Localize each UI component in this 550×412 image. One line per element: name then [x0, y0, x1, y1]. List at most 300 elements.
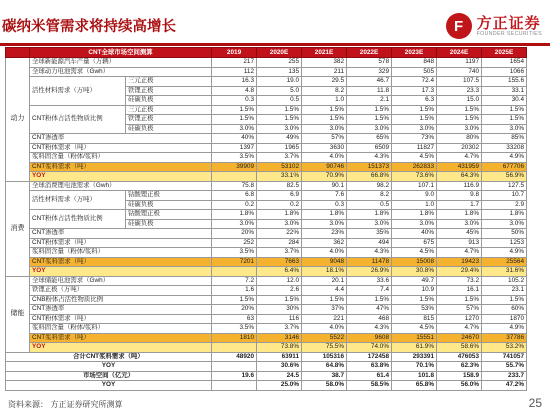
table-cell: 37786	[482, 333, 527, 343]
row-label: YOY	[30, 172, 212, 182]
table-row	[6, 143, 527, 153]
table-cell: 55.7%	[482, 362, 527, 372]
table-row	[6, 333, 527, 343]
table-cell: 1.7	[437, 200, 482, 210]
table-cell: 1.5%	[257, 105, 302, 115]
table-cell: 64.8%	[302, 362, 347, 372]
table-cell: 2.9	[482, 200, 527, 210]
table-cell: 105316	[302, 352, 347, 362]
table-cell: 23.1	[482, 286, 527, 296]
table-cell: 155.6	[482, 77, 527, 87]
row-sublabel: 硅碳负极	[126, 200, 212, 210]
title-divider	[0, 43, 550, 46]
table-cell: 4.7%	[437, 324, 482, 334]
header-blank	[6, 48, 30, 58]
table-cell: 33.1%	[257, 172, 302, 182]
table-cell: 15.0	[437, 96, 482, 106]
table-cell: 1.8%	[437, 210, 482, 220]
table-row	[6, 314, 527, 324]
table-cell: 1270	[437, 314, 482, 324]
table-cell: 101.8	[392, 371, 437, 381]
table-row	[6, 153, 527, 163]
table-cell: 63.8%	[347, 362, 392, 372]
table-cell: 53%	[392, 305, 437, 315]
table-cell: 4.9%	[482, 248, 527, 258]
table-cell: 64.3%	[437, 172, 482, 182]
table-cell: 3.0%	[212, 219, 257, 229]
table-cell: 3.0%	[392, 219, 437, 229]
row-label: 铁锂正极（万吨）	[30, 286, 212, 296]
table-cell: 0.3	[212, 96, 257, 106]
table-cell: 90746	[302, 162, 347, 172]
table-cell: 4.0%	[302, 248, 347, 258]
table-cell: 105.2	[482, 276, 527, 286]
row-label: YOY	[30, 343, 212, 353]
table-cell: 1.5%	[482, 105, 527, 115]
table-cell: 8.2	[347, 191, 392, 201]
row-sublabel: 三元正极	[126, 105, 212, 115]
table-cell: 70.1%	[392, 362, 437, 372]
table-cell: 505	[392, 67, 437, 77]
row-label: CNT粉体需求（吨）	[30, 314, 212, 324]
section-label: 储能	[6, 276, 30, 352]
table-cell: 476053	[437, 352, 482, 362]
table-cell: 9048	[302, 257, 347, 267]
table-cell: 151373	[347, 162, 392, 172]
table-cell: 4.5%	[392, 153, 437, 163]
table-cell: 90.1	[302, 181, 347, 191]
total-row	[6, 352, 527, 362]
table-cell: 61.9%	[392, 343, 437, 353]
table-cell: 4.0%	[302, 153, 347, 163]
table-cell: 4.8	[212, 86, 257, 96]
table-cell: 1253	[482, 238, 527, 248]
table-cell: 158.9	[437, 371, 482, 381]
table-cell: 1.8%	[347, 210, 392, 220]
table-cell: 112	[212, 67, 257, 77]
table-cell: 233.7	[482, 371, 527, 381]
table-cell: 252	[212, 238, 257, 248]
table-cell: 740	[437, 67, 482, 77]
table-cell: 3.0%	[437, 219, 482, 229]
table-cell: 1965	[257, 143, 302, 153]
table-cell: 5.0	[257, 86, 302, 96]
table-cell: 3.0%	[302, 219, 347, 229]
table-cell: 2.6	[257, 286, 302, 296]
table-cell: 1066	[482, 67, 527, 77]
row-label: CNT粉体占活性物质比例	[30, 105, 126, 134]
table-cell: 1.8%	[392, 210, 437, 220]
table-cell: 30%	[257, 305, 302, 315]
table-row	[6, 238, 527, 248]
table-cell: 80%	[437, 134, 482, 144]
table-cell: 3.0%	[257, 124, 302, 134]
table-cell: 677706	[482, 162, 527, 172]
row-sublabel: 铁锂正极	[126, 86, 212, 96]
row-label: 浆料固含量（粉体/浆料）	[30, 324, 212, 334]
table-cell: 1.8%	[257, 210, 302, 220]
table-cell: 0.5	[257, 96, 302, 106]
row-label: 全球新能源汽车产量（万辆）	[30, 58, 212, 68]
row-label: 浆料固含量（粉体/浆料）	[30, 248, 212, 258]
table-row	[6, 267, 527, 277]
table-cell: 15008	[392, 257, 437, 267]
table-cell: 20.1	[302, 276, 347, 286]
table-cell	[212, 381, 257, 391]
total-label: 合计CNT浆料需求（吨）	[6, 352, 212, 362]
table-cell: 135	[257, 67, 302, 77]
table-cell: 1.5%	[257, 295, 302, 305]
table-cell: 6.8	[212, 191, 257, 201]
table-cell: 3.0%	[212, 124, 257, 134]
table-cell: 37%	[302, 305, 347, 315]
table-cell: 73%	[392, 134, 437, 144]
table-cell: 19423	[437, 257, 482, 267]
table-cell: 107.5	[437, 77, 482, 87]
table-cell: 3.5%	[212, 324, 257, 334]
table-row	[6, 172, 527, 182]
table-header-row	[6, 48, 527, 58]
table-cell: 85%	[482, 134, 527, 144]
table-cell: 7201	[212, 257, 257, 267]
table-row	[6, 276, 527, 286]
table-cell	[212, 172, 257, 182]
table-cell: 56.0%	[437, 381, 482, 391]
table-cell: 39909	[212, 162, 257, 172]
table-cell: 53102	[257, 162, 302, 172]
table-cell: 3.0%	[302, 124, 347, 134]
table-cell: 33.6	[347, 276, 392, 286]
table-cell	[212, 362, 257, 372]
table-cell: 3.0%	[482, 219, 527, 229]
table-row	[6, 295, 527, 305]
row-label: CNT粉体需求（吨）	[30, 238, 212, 248]
table-cell: 29.4%	[437, 267, 482, 277]
table-cell: 7663	[257, 257, 302, 267]
table-cell: 65%	[347, 134, 392, 144]
table-cell: 1.0	[302, 96, 347, 106]
table-cell: 47%	[347, 305, 392, 315]
table-cell: 1.5%	[347, 105, 392, 115]
table-cell: 1.5%	[392, 105, 437, 115]
page-title: 碳纳米管需求将持续高增长	[2, 19, 176, 35]
table-cell: 33208	[482, 143, 527, 153]
table-cell: 329	[347, 67, 392, 77]
table-cell: 25.0%	[257, 381, 302, 391]
table-cell: 1.5%	[437, 115, 482, 125]
table-cell: 9608	[347, 333, 392, 343]
table-cell: 1810	[212, 333, 257, 343]
row-label: CNT粉体需求（吨）	[30, 143, 212, 153]
cnt-market-table	[5, 47, 527, 391]
table-cell: 675	[392, 238, 437, 248]
table-row	[6, 134, 527, 144]
table-cell: 40%	[212, 134, 257, 144]
table-cell: 30.8%	[392, 267, 437, 277]
table-cell: 815	[392, 314, 437, 324]
table-cell: 362	[302, 238, 347, 248]
table-row	[6, 305, 527, 315]
table-cell: 217	[212, 58, 257, 68]
table-cell: 1.5%	[437, 105, 482, 115]
table-cell: 20%	[212, 305, 257, 315]
table-cell: 8.2	[302, 86, 347, 96]
table-cell: 1870	[482, 314, 527, 324]
row-label: 全球消费锂电池需求（Gwh）	[30, 181, 212, 191]
header-year: 2022E	[347, 48, 392, 58]
table-cell: 1654	[482, 58, 527, 68]
table-cell: 4.5%	[392, 248, 437, 258]
table-cell: 7.6	[302, 191, 347, 201]
table-cell: 0.2	[212, 200, 257, 210]
section-label: 动力	[6, 58, 30, 182]
table-cell: 60%	[482, 305, 527, 315]
table-row	[6, 181, 527, 191]
table-row	[6, 67, 527, 77]
header-year: 2020E	[257, 48, 302, 58]
table-row	[6, 162, 527, 172]
table-cell: 46.7	[347, 77, 392, 87]
table-cell: 58.5%	[347, 381, 392, 391]
table-cell: 20302	[437, 143, 482, 153]
table-cell: 58.0%	[302, 381, 347, 391]
header-year: 2025E	[482, 48, 527, 58]
table-cell: 3630	[302, 143, 347, 153]
table-cell: 172458	[347, 352, 392, 362]
table-cell: 3.5%	[212, 248, 257, 258]
table-cell: 1197	[437, 58, 482, 68]
table-cell: 1.5%	[212, 115, 257, 125]
table-cell: 29.5	[302, 77, 347, 87]
table-cell: 1.5%	[392, 115, 437, 125]
table-row	[6, 210, 527, 220]
table-cell: 40%	[392, 229, 437, 239]
table-cell: 3.0%	[347, 124, 392, 134]
table-cell: 255	[257, 58, 302, 68]
table-cell: 4.4	[302, 286, 347, 296]
table-cell: 3.7%	[257, 324, 302, 334]
row-label: 全球动力电池需求（Gwh）	[30, 67, 212, 77]
brand-logo	[446, 6, 542, 46]
table-cell: 1.8%	[482, 210, 527, 220]
table-cell: 221	[302, 314, 347, 324]
table-cell: 11.8	[347, 86, 392, 96]
table-cell: 382	[302, 58, 347, 68]
table-cell: 70.9%	[302, 172, 347, 182]
table-cell: 0.2	[257, 200, 302, 210]
logo-name-en: FOUNDER SECURITIES	[476, 30, 542, 37]
table-cell: 26.9%	[347, 267, 392, 277]
table-cell: 6.9	[257, 191, 302, 201]
row-label: CNB粉体占活性物质比例	[30, 295, 212, 305]
row-sublabel: 三元正极	[126, 77, 212, 87]
table-cell: 16.1	[437, 286, 482, 296]
table-cell: 3.7%	[257, 153, 302, 163]
table-cell	[212, 267, 257, 277]
table-cell: 1.8%	[302, 210, 347, 220]
table-cell: 23.3	[437, 86, 482, 96]
table-row	[6, 324, 527, 334]
table-cell: 74.0%	[347, 343, 392, 353]
table-row	[6, 229, 527, 239]
table-cell: 6.4%	[257, 267, 302, 277]
table-cell: 741057	[482, 352, 527, 362]
table-cell: 63911	[257, 352, 302, 362]
table-cell: 73.6%	[392, 172, 437, 182]
table-cell: 47.2%	[482, 381, 527, 391]
table-cell: 4.3%	[347, 248, 392, 258]
table-cell: 1397	[212, 143, 257, 153]
table-cell: 15551	[392, 333, 437, 343]
table-cell: 3.0%	[392, 124, 437, 134]
table-cell: 3.5%	[212, 153, 257, 163]
table-cell: 3.0%	[437, 124, 482, 134]
table-row	[6, 286, 527, 296]
table-cell: 4.7%	[437, 248, 482, 258]
table-cell: 30.4	[482, 96, 527, 106]
table-cell: 7.4	[347, 286, 392, 296]
table-cell: 82.5	[257, 181, 302, 191]
table-cell: 19.6	[212, 371, 257, 381]
total-row	[6, 371, 527, 381]
table-cell: 25564	[482, 257, 527, 267]
table-cell: 1.5%	[212, 295, 257, 305]
table-cell: 4.0%	[302, 324, 347, 334]
table-cell: 56.9%	[482, 172, 527, 182]
table-row	[6, 191, 527, 201]
header-label: CNT全球市场空间测算	[30, 48, 212, 58]
table-cell: 6.3	[392, 96, 437, 106]
table-cell: 66.8%	[347, 172, 392, 182]
table-cell: 75.5%	[302, 343, 347, 353]
table-row	[6, 343, 527, 353]
total-label: YOY	[6, 381, 212, 391]
row-sublabel: 钴酸锂正极	[126, 191, 212, 201]
table-cell: 22%	[257, 229, 302, 239]
table-cell: 73.2	[437, 276, 482, 286]
table-row	[6, 105, 527, 115]
table-cell: 3.0%	[482, 124, 527, 134]
table-cell: 24.5	[257, 371, 302, 381]
table-cell: 3.0%	[347, 219, 392, 229]
row-sublabel: 硅碳负极	[126, 124, 212, 134]
table-cell: 1.5%	[482, 295, 527, 305]
table-cell: 18.1%	[302, 267, 347, 277]
table-cell: 16.3	[212, 77, 257, 87]
table-cell: 211	[302, 67, 347, 77]
table-cell: 1.5%	[302, 115, 347, 125]
row-label: CNT浆料需求（吨）	[30, 333, 212, 343]
table-cell: 4.7%	[437, 153, 482, 163]
table-cell: 284	[257, 238, 302, 248]
total-row	[6, 381, 527, 391]
table-cell: 1.5%	[257, 115, 302, 125]
table-cell: 3.0%	[257, 219, 302, 229]
table-row	[6, 58, 527, 68]
logo-name-cn: 方正证券	[476, 13, 541, 32]
table-cell: 38.7	[302, 371, 347, 381]
table-cell: 107.1	[392, 181, 437, 191]
table-cell: 53.2%	[482, 343, 527, 353]
total-row	[6, 362, 527, 372]
table-cell: 494	[347, 238, 392, 248]
table-cell: 49.7	[392, 276, 437, 286]
table-cell: 431959	[437, 162, 482, 172]
source-note: 资料来源： 方正证券研究所测算	[8, 400, 123, 409]
header-year: 2024E	[437, 48, 482, 58]
table-cell: 11478	[347, 257, 392, 267]
table-cell: 1.5%	[482, 115, 527, 125]
table-cell: 7.2	[212, 276, 257, 286]
table-cell: 1.5%	[302, 105, 347, 115]
row-label: YOY	[30, 267, 212, 277]
table-cell: 35%	[347, 229, 392, 239]
table-cell: 293391	[392, 352, 437, 362]
table-row	[6, 257, 527, 267]
table-cell: 98.2	[347, 181, 392, 191]
table-cell: 61.4	[347, 371, 392, 381]
logo-mark-icon: F	[446, 13, 472, 39]
header-year: 2019	[212, 48, 257, 58]
table-row	[6, 248, 527, 258]
table-cell: 578	[347, 58, 392, 68]
table-cell: 1.5%	[347, 115, 392, 125]
table-cell: 17.3	[392, 86, 437, 96]
row-sublabel: 铁锂正极	[126, 115, 212, 125]
table-cell: 48920	[212, 352, 257, 362]
table-cell: 468	[347, 314, 392, 324]
table-cell: 31.6%	[482, 267, 527, 277]
table-cell: 75.8	[212, 181, 257, 191]
table-cell: 4.9%	[482, 324, 527, 334]
section-label: 消费	[6, 181, 30, 276]
table-cell: 1.5%	[302, 295, 347, 305]
table-cell: 0.5	[347, 200, 392, 210]
table-cell: 913	[437, 238, 482, 248]
table-cell: 50%	[482, 229, 527, 239]
table-cell: 4.3%	[347, 153, 392, 163]
table-cell: 1.6	[212, 286, 257, 296]
row-label: 浆料固含量（粉体/浆料）	[30, 153, 212, 163]
table-cell	[212, 343, 257, 353]
row-sublabel: 钴酸锂正极	[126, 210, 212, 220]
table-cell: 116.9	[437, 181, 482, 191]
table-cell: 11827	[392, 143, 437, 153]
table-cell: 19.0	[257, 77, 302, 87]
table-cell: 49%	[257, 134, 302, 144]
table-cell: 24670	[437, 333, 482, 343]
header-year: 2023E	[392, 48, 437, 58]
table-cell: 57%	[437, 305, 482, 315]
table-cell: 4.5%	[392, 324, 437, 334]
row-label: 活性材料需求（万吨）	[30, 77, 126, 106]
total-label: YOY	[6, 362, 212, 372]
table-cell: 62.3%	[437, 362, 482, 372]
table-cell: 10.9	[392, 286, 437, 296]
table-cell: 45%	[437, 229, 482, 239]
table-cell: 2.1	[347, 96, 392, 106]
table-cell: 1.5%	[347, 295, 392, 305]
table-row	[6, 77, 527, 87]
table-cell: 1.5%	[392, 295, 437, 305]
table-cell: 3146	[257, 333, 302, 343]
table-cell: 33.1	[482, 86, 527, 96]
row-label: CNT渗透率	[30, 305, 212, 315]
table-cell: 116	[257, 314, 302, 324]
table-cell: 65.8%	[392, 381, 437, 391]
table-cell: 262833	[392, 162, 437, 172]
header-year: 2021E	[302, 48, 347, 58]
